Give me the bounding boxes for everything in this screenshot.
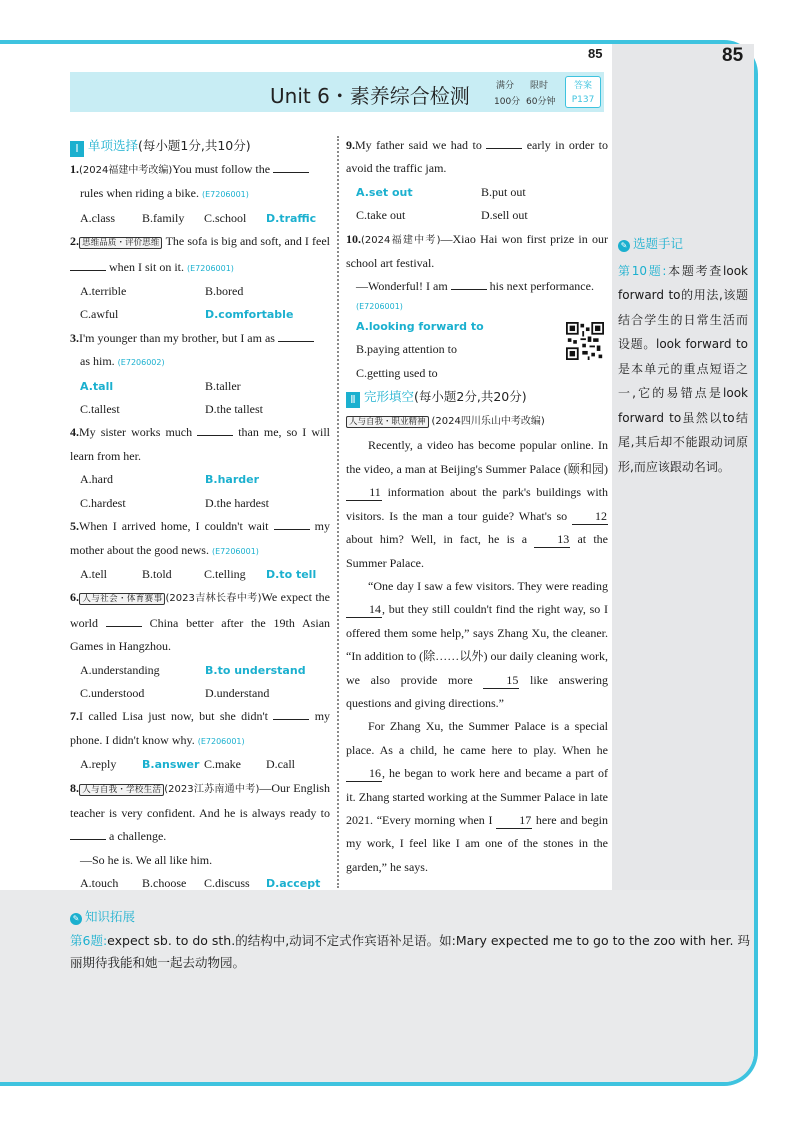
question-3: [70, 327, 330, 375]
side-note-label: 第10题:: [618, 263, 667, 278]
q10-code: (E7206001): [356, 301, 403, 311]
cloze-paragraph: [346, 715, 608, 879]
q7-option-c[interactable]: C.make: [204, 757, 241, 772]
section1-number: Ⅰ: [70, 141, 84, 157]
q6-option-c[interactable]: C.understood: [80, 685, 145, 700]
q4-number: 4.: [70, 425, 79, 440]
q10-option-a[interactable]: A.looking forward to: [356, 319, 484, 333]
cloze-text: about him? Well, in fact, he is a: [346, 532, 535, 547]
extension-label: 第6题:: [70, 933, 108, 948]
q4-option-c[interactable]: C.hardest: [80, 495, 126, 510]
knowledge-extension: [70, 906, 750, 974]
q8-option-c[interactable]: C.discuss: [204, 876, 250, 891]
q6-number: 6.: [70, 590, 79, 605]
q7-number: 7.: [70, 709, 79, 724]
q2-text-post: when I sit on it.: [109, 259, 184, 274]
q4-options-row1: [70, 468, 330, 491]
q9-options-row2: [346, 204, 608, 227]
q2-option-d[interactable]: D.comfortable: [205, 308, 294, 322]
score-label: 满分: [496, 81, 515, 91]
q8-blank[interactable]: [70, 828, 106, 840]
cloze-text: at the Summer Palace.: [346, 532, 608, 570]
q7-blank[interactable]: [273, 708, 309, 720]
qr-code-icon[interactable]: [566, 322, 604, 360]
q10-number: 10.: [346, 231, 361, 246]
cloze-text: “One day I saw a few visitors. They were reading: [368, 578, 608, 593]
q1-number: 1.: [70, 162, 79, 176]
q10-blank[interactable]: [451, 278, 487, 290]
q7-code: (E7206001): [197, 736, 245, 746]
q2-blank[interactable]: [70, 259, 106, 271]
q5-text-post: my mother about the good news.: [70, 519, 331, 557]
section2-subtitle: (每小题2分,共20分): [414, 389, 527, 405]
q3-text-pre: I'm younger than my brother, but I am as: [79, 330, 275, 345]
q7-option-d[interactable]: D.call: [266, 757, 295, 772]
q7-options: [70, 753, 330, 776]
q5-option-b[interactable]: B.told: [142, 566, 172, 581]
extension-text: expect sb. to do sth.的结构中,动词不定式作宾语补足语。如:Mary expected me to go to the zoo with her. 玛丽期待我能和她一起去动物园。: [70, 933, 751, 970]
answer-label: 答案: [573, 81, 592, 91]
q2-tag: 思维品质・评价思维: [79, 237, 162, 249]
page-number-side: 85: [722, 45, 744, 66]
middle-column: [346, 134, 608, 879]
q4-option-a[interactable]: A.hard: [80, 472, 113, 487]
cloze-blank[interactable]: 12: [572, 507, 608, 525]
q4-text-post: than me, so I will learn from her.: [70, 425, 331, 463]
q6-option-a[interactable]: A.understanding: [80, 662, 160, 677]
column-divider: [337, 136, 339, 888]
cloze-text: like answering questions and giving directions.”: [346, 672, 609, 710]
side-note-header: [618, 232, 748, 257]
q8-tag: 人与自我・学校生活: [79, 784, 164, 796]
q5-text-pre: When I arrived home, I couldn't wait: [79, 519, 269, 534]
q10-option-b[interactable]: B.paying attention to: [356, 342, 457, 357]
left-column: [70, 134, 330, 896]
time-label: 限时: [530, 81, 549, 91]
q7-option-a[interactable]: A.reply: [80, 757, 117, 772]
cloze-text: , but they still couldn't find the right way, so I offered them some help,” says Zhang Xu, the cleaner. “In addition to (除……以外) our daily cleaning work, we also provide more: [346, 602, 608, 687]
question-4: [70, 421, 330, 468]
q4-blank[interactable]: [197, 424, 233, 436]
question-8: [70, 777, 330, 873]
q10-option-c[interactable]: C.getting used to: [356, 365, 438, 380]
q2-option-c[interactable]: C.awful: [80, 307, 119, 322]
q10-reply-pre: —Wonderful! I am: [356, 279, 448, 294]
section2-header: [346, 385, 608, 409]
q8-text-post: a challenge.: [109, 829, 167, 844]
section2-tag: 人与自我・职业精神: [346, 416, 429, 428]
question-9: [346, 134, 608, 181]
cloze-paragraph: [346, 434, 608, 574]
cloze-text: Recently, a video has become popular online. In the video, a man at Beijing's Summer Palace (颐和园): [346, 438, 608, 476]
question-10: [346, 228, 608, 315]
q3-options-row1: [70, 375, 330, 398]
question-5: [70, 515, 330, 563]
q8-text-pre: —Our English teacher is very confident. And he is always ready to: [70, 780, 330, 820]
q10-reply-post: his next performance.: [489, 279, 594, 294]
q3-option-b[interactable]: B.taller: [205, 378, 241, 393]
q6-options-row1: [70, 659, 330, 682]
time-value: 60分钟: [526, 97, 556, 107]
q9-text-pre: My father said we had to: [355, 138, 482, 152]
q10-text-pre: —Xiao Hai won first prize in our school art festival.: [346, 231, 608, 271]
q10-option-c-row: [346, 362, 608, 385]
side-note: [618, 232, 748, 479]
q2-text-pre: The sofa is big and soft, and I feel: [165, 234, 330, 249]
q1-option-a[interactable]: A.class: [80, 210, 115, 225]
q2-options-row2: [70, 303, 330, 326]
q1-text-post: rules when riding a bike.: [80, 186, 199, 201]
q9-option-c[interactable]: C.take out: [356, 208, 406, 223]
answer-tag: [565, 76, 601, 108]
q8-option-d[interactable]: D.accept: [266, 877, 321, 891]
q2-code: (E7206001): [187, 263, 234, 273]
section1-title: 单项选择: [88, 138, 139, 153]
q9-option-d[interactable]: D.sell out: [481, 208, 528, 223]
q6-options-row2: [70, 682, 330, 705]
q1-option-d[interactable]: D.traffic: [266, 211, 317, 225]
q5-number: 5.: [70, 519, 79, 534]
answer-page: P137: [571, 95, 595, 105]
q2-number: 2.: [70, 234, 79, 249]
cloze-blank[interactable]: 17: [496, 811, 532, 829]
section1-subtitle: (每小题1分,共10分): [138, 138, 251, 153]
q5-option-d[interactable]: D.to tell: [266, 567, 317, 581]
q8-number: 8.: [70, 780, 79, 795]
lightbulb-icon: ✎: [70, 913, 82, 925]
q1-text-pre: You must follow the: [172, 162, 271, 176]
cloze-blank[interactable]: 11: [346, 483, 382, 501]
q2-option-a[interactable]: A.terrible: [80, 284, 127, 299]
q1-options: [70, 207, 330, 230]
q10-source: (2024福建中考): [361, 234, 441, 246]
q2-options-row1: [70, 280, 330, 303]
q9-number: 9.: [346, 138, 355, 152]
q2-option-b[interactable]: B.bored: [205, 284, 244, 299]
q6-source: (2023吉林长春中考): [165, 593, 262, 605]
section2-meta: [346, 409, 608, 434]
question-7: [70, 705, 330, 753]
cloze-text: , he began to work here and became a part of it. Zhang started working at the Summer Palace in late 2021. “Every morning when I: [346, 766, 608, 827]
page-title: Unit 6・素养综合检测: [270, 84, 470, 108]
cloze-blank[interactable]: 14: [346, 600, 382, 618]
q9-option-b[interactable]: B.put out: [481, 184, 526, 199]
cloze-blank[interactable]: 16: [346, 764, 382, 782]
q6-option-d[interactable]: D.understand: [205, 685, 270, 700]
q4-option-b[interactable]: B.harder: [205, 473, 260, 487]
score-value: 100分: [494, 97, 521, 107]
cloze-blank[interactable]: 13: [534, 530, 570, 548]
q6-option-b[interactable]: B.to understand: [205, 663, 306, 677]
q6-text-post: China better after the 19th Asian Games in Hangzhou.: [70, 615, 331, 654]
q5-code: (E7206001): [211, 546, 259, 556]
q3-number: 3.: [70, 330, 79, 345]
cloze-blank[interactable]: 15: [483, 671, 519, 689]
q3-blank[interactable]: [278, 330, 314, 342]
q8-reply: —So he is. We all like him.: [80, 852, 213, 867]
cloze-passage: [346, 434, 608, 879]
q1-code: (E7206001): [201, 190, 249, 200]
page-number-top: 85: [588, 46, 603, 61]
extension-header: [70, 906, 750, 928]
q3-text-post: as him.: [80, 354, 115, 369]
extension-title: 知识拓展: [85, 909, 136, 924]
side-note-title: 选题手记: [633, 236, 684, 251]
q3-options-row2: [70, 398, 330, 421]
q9-blank[interactable]: [486, 137, 522, 149]
q5-option-c[interactable]: C.telling: [204, 566, 246, 581]
q8-source: (2023江苏南通中考): [164, 783, 260, 795]
section2-source: (2024四川乐山中考改编): [431, 416, 545, 428]
q1-option-c[interactable]: C.school: [204, 210, 247, 225]
q3-code: (E7206002): [117, 358, 165, 368]
side-note-text: 本题考查look forward to的用法,该题结合学生的日常生活而设题。look forward to是本单元的重点短语之一,它的易错点是look forward to虽然以to结尾,其后却不能跟动词原形,而应该跟动名词。: [618, 263, 748, 474]
q9-text-post: early in order to avoid the traffic jam.: [346, 138, 609, 176]
q3-option-c[interactable]: C.tallest: [80, 402, 120, 417]
section2-number: Ⅱ: [346, 392, 360, 408]
section1-header: [70, 134, 330, 158]
q9-option-a[interactable]: A.set out: [356, 185, 413, 199]
cloze-text: here and begin my work, I feel like I am one of the stones in the garden,” he says.: [346, 812, 608, 874]
q7-option-b[interactable]: B.answer: [142, 758, 200, 772]
q1-blank[interactable]: [273, 161, 309, 173]
q4-text-pre: My sister works much: [79, 425, 193, 440]
q4-options-row2: [70, 492, 330, 515]
q5-blank[interactable]: [274, 518, 310, 530]
q7-text-post: my phone. I didn't know why.: [70, 709, 331, 747]
q7-text-pre: I called Lisa just now, but she didn't: [79, 709, 268, 724]
q1-option-b[interactable]: B.family: [142, 210, 185, 225]
q3-option-d[interactable]: D.the tallest: [205, 402, 263, 417]
q9-options-row1: [346, 181, 608, 204]
q6-tag: 人与社会・体育赛事: [79, 593, 165, 605]
cloze-text: For Zhang Xu, the Summer Palace is a special place. As a child, he came here to play. When he: [346, 719, 608, 757]
q6-blank[interactable]: [106, 615, 142, 627]
question-6: [70, 586, 330, 658]
question-2: [70, 230, 330, 280]
q8-option-a[interactable]: A.touch: [80, 876, 119, 891]
q1-source: (2024福建中考改编): [79, 165, 173, 176]
q4-option-d[interactable]: D.the hardest: [205, 495, 269, 510]
q5-options: [70, 563, 330, 586]
note-icon: ✎: [618, 240, 630, 252]
q8-option-b[interactable]: B.choose: [142, 876, 187, 891]
q3-option-a[interactable]: A.tall: [80, 379, 114, 393]
question-1: [70, 158, 330, 207]
cloze-text: information about the park's buildings with visitors. Is the man a tour guide? What's so: [346, 485, 608, 523]
section2-title: 完形填空: [364, 389, 415, 405]
q8-options: [70, 872, 330, 895]
q6-text-pre: We expect the world: [70, 590, 330, 630]
q5-option-a[interactable]: A.tell: [80, 566, 107, 581]
cloze-paragraph: [346, 575, 608, 715]
